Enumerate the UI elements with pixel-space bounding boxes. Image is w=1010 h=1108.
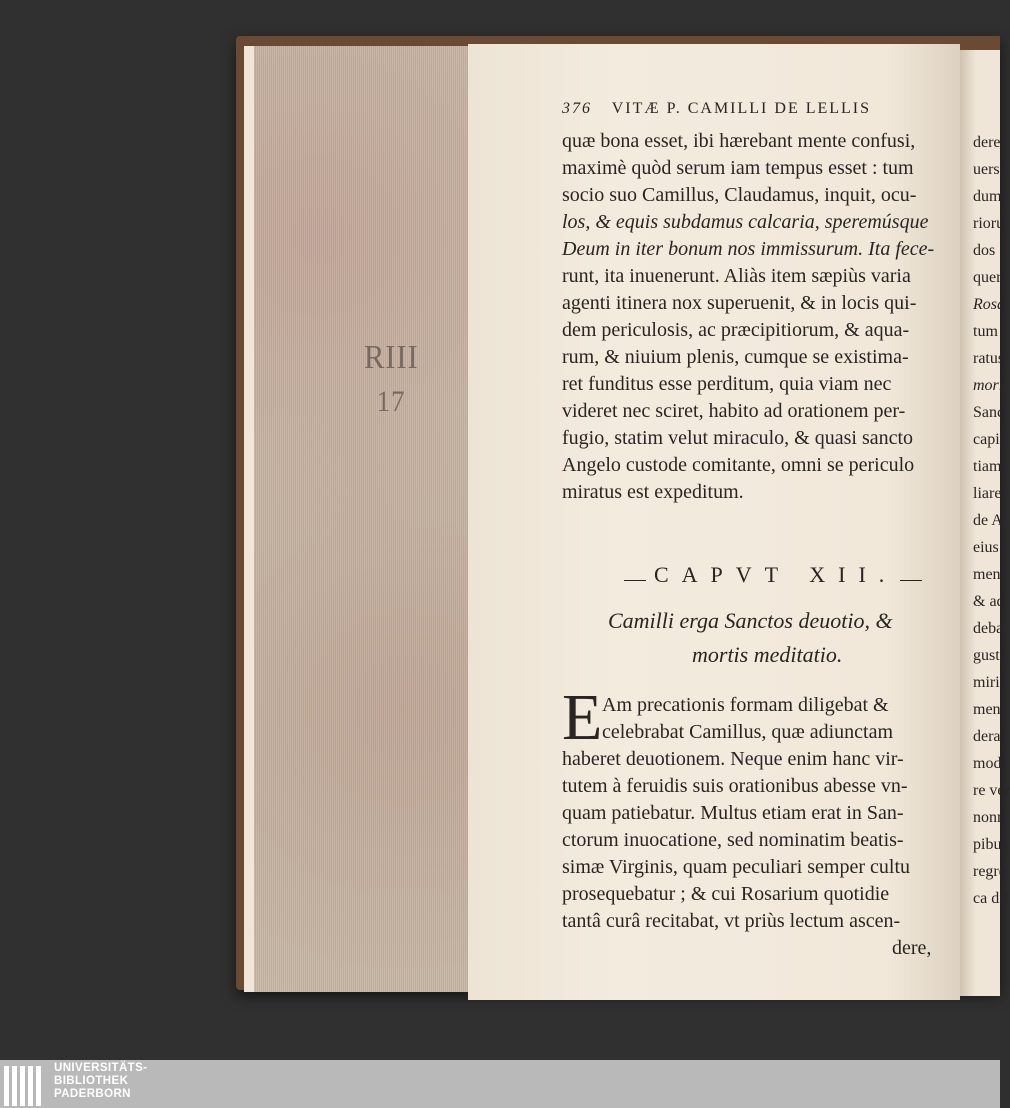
library-footer-bar <box>0 1060 1000 1108</box>
text-line: ret funditus esse perditum, quia viam nec <box>562 373 892 395</box>
facing-text-fragment: & ad <box>973 593 1005 610</box>
book-fore-edge <box>244 46 468 992</box>
facing-page-fragment <box>960 50 1010 996</box>
text-line: celebrabat Camillus, quæ adiunctam <box>602 721 894 743</box>
text-line: fugio, statim velut miraculo, & quasi sancto <box>562 427 914 449</box>
facing-text-fragment: liare <box>973 485 1002 502</box>
facing-text-fragment: Rosa <box>973 296 1005 313</box>
library-name-line: BIBLIOTHEK <box>54 1075 129 1087</box>
text-line: quæ bona esset, ibi hærebant mente confusi, <box>562 130 916 152</box>
facing-text-fragment: regre <box>973 863 1006 880</box>
text-line: los, & equis subdamus calcaria, speremúsque <box>562 211 929 233</box>
chapter-subtitle-line2: mortis meditatio. <box>692 642 843 667</box>
text-line: dem periculosis, ac præcipitiorum, & aqua- <box>562 319 910 341</box>
facing-text-fragment: ratus <box>973 350 1005 367</box>
facing-text-fragment: rioru <box>973 215 1005 232</box>
facing-text-fragment: de A <box>973 512 1003 529</box>
text-line: rum, & niuium plenis, cumque se existima- <box>562 346 909 368</box>
running-header <box>562 100 942 118</box>
heading-rule-right <box>900 580 922 581</box>
text-line: tantâ curâ recitabat, vt priùs lectum ascen- <box>562 910 901 932</box>
text-line: agenti itinera nox superuenit, & in locis qui- <box>562 292 917 314</box>
facing-text-fragment: tiam <box>973 458 1002 475</box>
facing-text-fragment: dere <box>973 134 1001 151</box>
heading-rule-left <box>624 580 646 581</box>
catchword: dere, <box>892 937 932 959</box>
text-line: Angelo custode comitante, omni se periculo <box>562 454 915 476</box>
library-name-line: UNIVERSITÄTS- <box>54 1062 148 1074</box>
text-line: videret nec sciret, habito ad orationem per- <box>562 400 906 422</box>
text-line: miratus est expeditum. <box>562 481 744 503</box>
facing-text-fragment: pibus <box>973 836 1008 853</box>
chapter-heading: CAPVT XII. <box>654 562 898 587</box>
facing-text-fragment: dos <box>973 242 996 259</box>
text-line: Am precationis formam diligebat & <box>602 694 889 716</box>
library-bars-logo-icon <box>4 1064 48 1106</box>
facing-text-fragment: men <box>973 566 1001 583</box>
facing-text-fragment: mirif <box>973 674 1005 691</box>
facing-text-fragment: uersi <box>973 161 1005 178</box>
text-line: runt, ita inuenerunt. Aliàs item sæpiùs varia <box>562 265 911 287</box>
facing-text-fragment: modi <box>973 755 1006 772</box>
facing-text-fragment: capit <box>973 431 1005 448</box>
facing-text-fragment: Sanc <box>973 404 1005 421</box>
facing-text-fragment: mori <box>973 377 1004 394</box>
facing-text-fragment: derat <box>973 728 1005 745</box>
book-page-376 <box>468 44 960 1000</box>
facing-text-fragment: quer <box>973 269 1002 286</box>
facing-text-fragment: re ver <box>973 782 1010 799</box>
facing-text-fragment: nonn <box>973 809 1005 826</box>
facing-text-fragment: eius <box>973 539 999 556</box>
facing-text-fragment: gusti <box>973 647 1005 664</box>
drop-cap: E <box>562 681 603 754</box>
facing-text-fragment: men <box>973 701 1001 718</box>
edge-stamp-line: 17 <box>376 385 406 418</box>
text-line: simæ Virginis, quam peculiari semper cultu <box>562 856 911 878</box>
text-line: ctorum inuocatione, sed nominatim beatis- <box>562 829 904 851</box>
library-name-line: PADERBORN <box>54 1088 131 1100</box>
text-line: Deum in iter bonum nos immissurum. Ita fece- <box>562 238 935 260</box>
text-line: prosequebatur ; & cui Rosarium quotidie <box>562 883 890 905</box>
text-line: haberet deuotionem. Neque enim hanc vir- <box>562 748 904 770</box>
facing-text-fragment: tum <box>973 323 998 340</box>
text-line: socio suo Camillus, Claudamus, inquit, ocu- <box>562 184 917 206</box>
library-name <box>54 1062 147 1101</box>
edge-stamp-line: RIII <box>364 339 419 376</box>
chapter-subtitle-line1: Camilli erga Sanctos deuotio, & <box>608 608 893 633</box>
running-title: VITÆ P. CAMILLI DE LELLIS <box>611 100 872 117</box>
facing-text-fragment: dum <box>973 188 1002 205</box>
facing-text-fragment: deba <box>973 620 1004 637</box>
text-line: quam patiebatur. Multus etiam erat in San- <box>562 802 904 824</box>
edge-shelfmark-stamp <box>364 336 454 424</box>
facing-text-fragment: ca dif <box>973 890 1009 907</box>
text-line: maximè quòd serum iam tempus esset : tum <box>562 157 914 179</box>
page-number: 376 <box>562 100 592 117</box>
text-line: tutem à feruidis suis orationibus abesse vn- <box>562 775 908 797</box>
